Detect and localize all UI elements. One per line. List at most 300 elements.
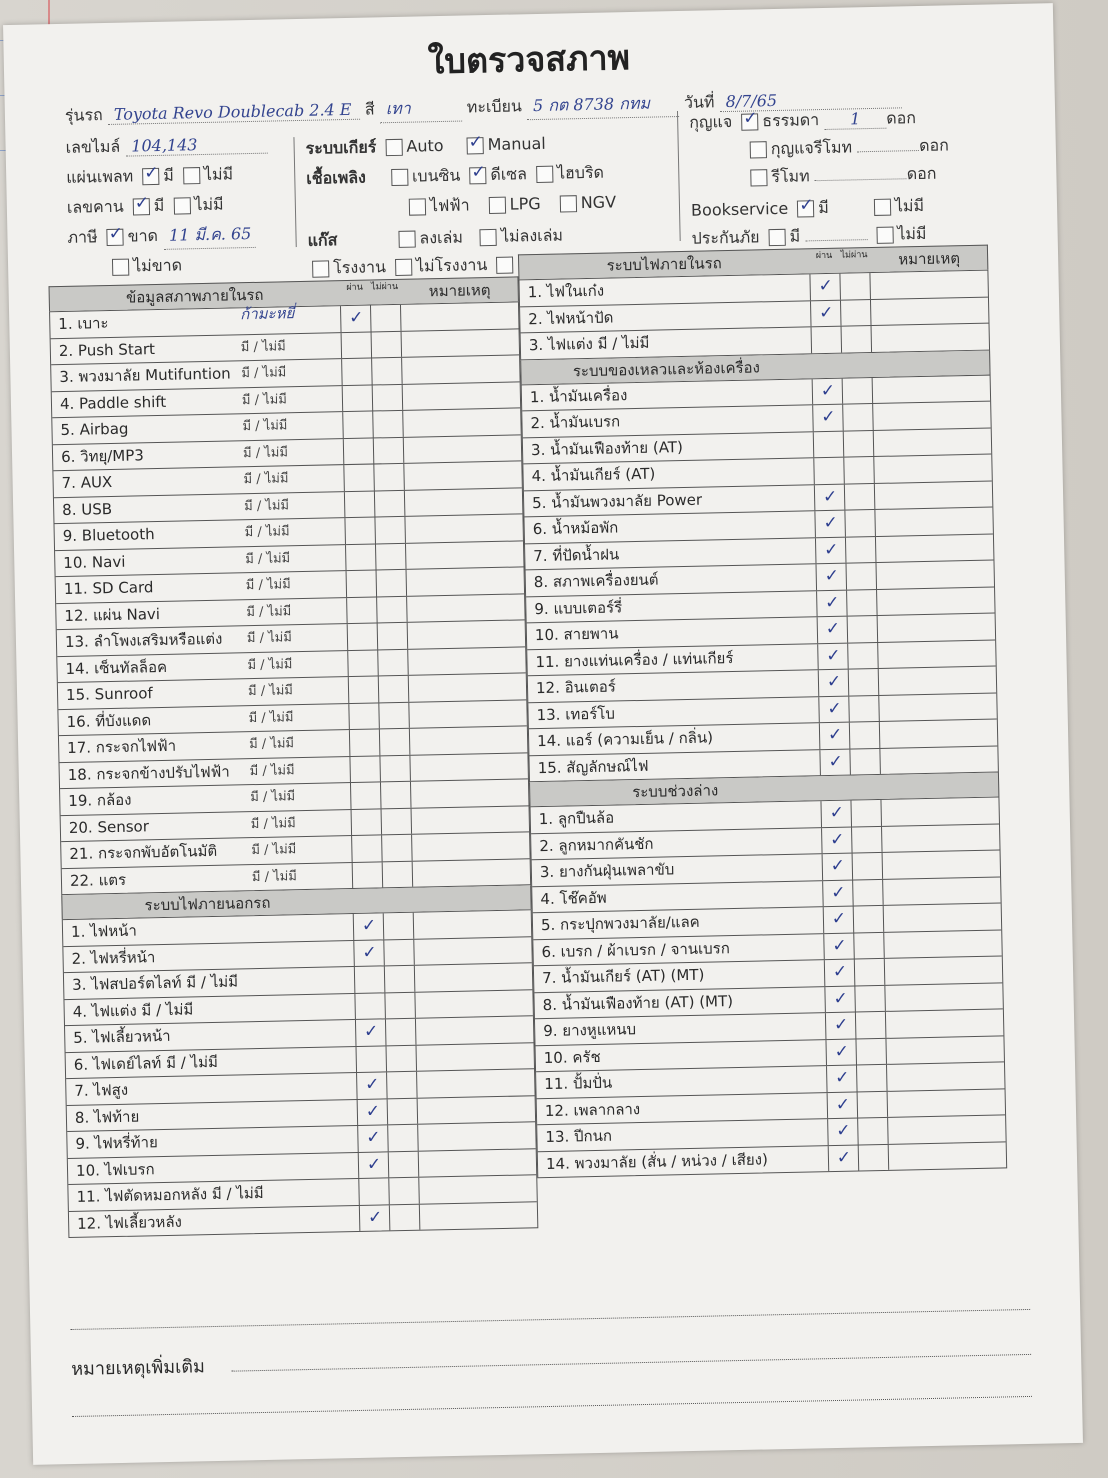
pass-cell[interactable] xyxy=(348,676,380,702)
checkbox[interactable] xyxy=(398,231,415,248)
pass-cell[interactable] xyxy=(828,1145,860,1171)
pass-cell[interactable] xyxy=(356,1072,388,1098)
item-options[interactable]: มี / ไม่มี xyxy=(251,842,297,859)
fail-cell[interactable] xyxy=(370,305,402,331)
pass-cell[interactable] xyxy=(356,1046,388,1072)
gear-label: ระบบเกียร์ xyxy=(305,137,377,158)
pass-cell[interactable] xyxy=(823,907,855,933)
fail-cell[interactable] xyxy=(858,1144,890,1170)
fail-cell[interactable] xyxy=(371,358,403,384)
remark-cell[interactable] xyxy=(873,454,995,482)
checkbox[interactable] xyxy=(480,229,497,246)
pass-cell[interactable] xyxy=(814,484,846,510)
check-mark-icon: ✓ xyxy=(834,1041,850,1062)
remark-cell[interactable] xyxy=(415,1043,537,1071)
check-mark-icon: ✓ xyxy=(829,829,845,850)
pass-cell[interactable] xyxy=(818,670,850,696)
pass-cell[interactable] xyxy=(824,960,856,986)
item-options[interactable]: มี / ไม่มี xyxy=(249,762,295,779)
remark-cell[interactable] xyxy=(886,1062,1008,1090)
remark-footer-label: หมายเหตุเพิ่มเติม xyxy=(70,1356,206,1381)
remark-cell[interactable] xyxy=(407,647,529,675)
pass-cell[interactable] xyxy=(353,940,385,966)
option-label: โรงงาน xyxy=(332,257,387,278)
item-label: 11. ยางแท่นเครื่อง / แท่นเกียร์ xyxy=(535,648,734,671)
pass-cell[interactable] xyxy=(821,827,853,853)
pass-cell[interactable] xyxy=(823,933,855,959)
pass-cell[interactable] xyxy=(342,411,374,437)
option-label: รีโมท xyxy=(771,166,810,187)
fail-cell[interactable] xyxy=(847,642,879,668)
remark-cell[interactable] xyxy=(409,753,531,781)
item-options[interactable]: มี / ไม่มี xyxy=(247,656,293,673)
remark-cell[interactable] xyxy=(417,1096,539,1124)
pass-cell[interactable] xyxy=(358,1178,390,1204)
remark-cell[interactable] xyxy=(414,963,536,991)
pass-cell[interactable] xyxy=(827,1092,859,1118)
insurance-value[interactable] xyxy=(805,239,867,241)
fail-cell[interactable] xyxy=(849,748,881,774)
checkbox[interactable] xyxy=(395,259,412,276)
checkbox[interactable] xyxy=(750,141,767,158)
pass-cell[interactable] xyxy=(819,723,851,749)
fail-cell[interactable] xyxy=(377,623,409,649)
fail-cell[interactable] xyxy=(853,932,885,958)
remark-cell[interactable] xyxy=(877,613,999,641)
remark-cell[interactable] xyxy=(884,983,1006,1011)
item-options[interactable]: มี / ไม่มี xyxy=(244,497,290,514)
checkbox[interactable] xyxy=(183,167,200,184)
item-label: 5. ไฟเลี้ยวหน้า xyxy=(73,1026,171,1047)
fail-cell[interactable] xyxy=(854,959,886,985)
checkbox[interactable] xyxy=(133,198,150,215)
left-panel xyxy=(49,276,539,1238)
pass-cell[interactable] xyxy=(827,1118,859,1144)
fail-cell[interactable] xyxy=(384,966,416,992)
fail-cell[interactable] xyxy=(845,563,877,589)
checkbox[interactable] xyxy=(112,259,129,276)
option-label: ไม่ลงเล่ม xyxy=(500,225,564,246)
fail-cell[interactable] xyxy=(372,411,404,437)
remote-row xyxy=(746,162,937,191)
fail-cell[interactable] xyxy=(856,1065,888,1091)
item-options[interactable]: มี / ไม่มี xyxy=(244,524,290,541)
pass-cell[interactable] xyxy=(815,537,847,563)
pass-cell[interactable] xyxy=(351,809,383,835)
pass-cell[interactable] xyxy=(811,327,843,353)
item-options[interactable]: มี / ไม่มี xyxy=(240,338,286,355)
pass-cell[interactable] xyxy=(820,801,852,827)
item-label: 3. น้ำมันเฟืองท้าย (AT) xyxy=(530,437,684,459)
item-label: 2. ไฟหน้าปัด xyxy=(528,307,614,328)
item-options[interactable]: มี / ไม่มี xyxy=(246,603,292,620)
pass-cell[interactable] xyxy=(818,696,850,722)
mileage-value[interactable]: 104,143 xyxy=(125,134,267,157)
remark-cell[interactable] xyxy=(404,488,526,516)
remark-cell[interactable] xyxy=(885,1009,1007,1037)
remark-cell[interactable] xyxy=(401,329,523,357)
pass-cell[interactable] xyxy=(343,464,375,490)
check-mark-icon: ✓ xyxy=(820,380,836,401)
pass-cell[interactable] xyxy=(355,1019,387,1045)
checkbox[interactable] xyxy=(107,229,124,246)
pass-cell[interactable] xyxy=(814,511,846,537)
pass-cell[interactable] xyxy=(819,749,851,775)
fail-cell[interactable] xyxy=(852,853,884,879)
remark-cell[interactable] xyxy=(402,408,524,436)
pass-cell[interactable] xyxy=(354,966,386,992)
remark-cell[interactable] xyxy=(413,937,535,965)
remark-cell[interactable] xyxy=(875,534,997,562)
remark-cell[interactable] xyxy=(878,693,1000,721)
checkbox[interactable] xyxy=(750,169,767,186)
item-options[interactable]: มี / ไม่มี xyxy=(251,868,297,885)
remark-cell[interactable] xyxy=(887,1115,1009,1143)
remark-cell[interactable] xyxy=(880,797,1002,825)
remark-cell[interactable] xyxy=(883,903,1005,931)
fail-cell[interactable] xyxy=(383,939,415,965)
remark-cell[interactable] xyxy=(885,1036,1007,1064)
fail-cell[interactable] xyxy=(839,273,871,299)
pass-cell[interactable] xyxy=(816,590,848,616)
option-label: ไม่มี xyxy=(194,194,224,215)
item-options[interactable]: มี / ไม่มี xyxy=(250,789,296,806)
remark-cell[interactable] xyxy=(877,640,999,668)
remark-cell[interactable] xyxy=(872,375,994,403)
remark-cell[interactable] xyxy=(870,297,992,325)
fail-cell[interactable] xyxy=(844,483,876,509)
remark-cell[interactable] xyxy=(411,806,533,834)
fail-cell[interactable] xyxy=(854,985,886,1011)
fail-cell[interactable] xyxy=(857,1091,889,1117)
remark-cell[interactable] xyxy=(408,700,530,728)
item-label: 5. Airbag xyxy=(60,419,129,440)
key-normal-count[interactable]: 1 xyxy=(824,109,886,130)
remark-cell[interactable] xyxy=(875,560,997,588)
fail-cell[interactable] xyxy=(382,861,414,887)
fail-cell[interactable] xyxy=(842,378,874,404)
fuel-row xyxy=(306,161,604,192)
fail-cell[interactable] xyxy=(376,596,408,622)
remark-cell[interactable] xyxy=(876,587,998,615)
fail-cell[interactable] xyxy=(379,755,411,781)
remark-cell[interactable] xyxy=(417,1122,539,1150)
pass-cell[interactable] xyxy=(346,597,378,623)
remark-cell[interactable] xyxy=(881,824,1003,852)
pass-cell[interactable] xyxy=(357,1099,389,1125)
remark-cell[interactable] xyxy=(415,1016,537,1044)
item-label: 8. ไฟท้าย xyxy=(74,1107,140,1127)
remark-cell[interactable] xyxy=(874,507,996,535)
remark-cell[interactable] xyxy=(406,567,528,595)
checkbox[interactable] xyxy=(768,229,785,246)
fail-cell[interactable] xyxy=(853,906,885,932)
remark-cell[interactable] xyxy=(416,1069,538,1097)
remark-cell[interactable] xyxy=(872,402,994,430)
remark-cell[interactable] xyxy=(403,461,525,489)
fail-cell[interactable] xyxy=(852,879,884,905)
item-label: 7. ไฟสูง xyxy=(74,1080,129,1100)
color-value[interactable]: เทา xyxy=(379,96,462,124)
remark-cell[interactable] xyxy=(879,719,1001,747)
pass-cell[interactable] xyxy=(350,782,382,808)
fail-cell[interactable] xyxy=(384,992,416,1018)
fail-cell[interactable] xyxy=(841,326,873,352)
remark-cell[interactable] xyxy=(409,726,531,754)
checkbox[interactable] xyxy=(173,197,190,214)
item-options[interactable]: มี / ไม่มี xyxy=(247,683,294,700)
remark-cell[interactable] xyxy=(888,1142,1010,1170)
date-value[interactable]: 8/7/65 xyxy=(719,88,901,112)
remark-line[interactable] xyxy=(231,1354,1031,1372)
pass-cell[interactable] xyxy=(343,438,375,464)
fail-cell[interactable] xyxy=(385,1045,417,1071)
remark-cell[interactable] xyxy=(418,1175,540,1203)
fail-cell[interactable] xyxy=(840,300,872,326)
item-note[interactable]: ก้ามะหยี่ xyxy=(239,304,295,324)
fail-cell[interactable] xyxy=(848,669,880,695)
checkbox[interactable] xyxy=(391,169,408,186)
remark-cell[interactable] xyxy=(401,355,523,383)
pass-cell[interactable] xyxy=(817,617,849,643)
pass-cell[interactable] xyxy=(812,378,844,404)
check-mark-icon: ✓ xyxy=(827,724,843,746)
pass-cell[interactable] xyxy=(817,643,849,669)
remark-cell[interactable] xyxy=(419,1202,541,1230)
pass-cell[interactable] xyxy=(826,1065,858,1091)
item-options[interactable]: มี / ไม่มี xyxy=(245,577,291,594)
fail-cell[interactable] xyxy=(857,1118,889,1144)
pass-cell[interactable] xyxy=(812,405,844,431)
fail-cell[interactable] xyxy=(380,782,412,808)
remark-cell[interactable] xyxy=(878,666,1000,694)
pass-cell[interactable] xyxy=(354,993,386,1019)
pass-cell[interactable] xyxy=(348,703,380,729)
remark-cell[interactable] xyxy=(871,324,993,352)
item-options[interactable]: มี / ไม่มี xyxy=(245,550,291,567)
remark-cell[interactable] xyxy=(412,859,534,887)
remark-cell[interactable] xyxy=(411,832,533,860)
checkbox[interactable] xyxy=(142,168,159,185)
checkbox[interactable] xyxy=(741,113,758,130)
fail-cell[interactable] xyxy=(843,457,875,483)
checkbox[interactable] xyxy=(536,166,553,183)
fail-cell[interactable] xyxy=(371,331,403,357)
remark-cell[interactable] xyxy=(404,514,526,542)
checkbox[interactable] xyxy=(466,137,483,154)
interior-lights-title: ระบบไฟภายในรถ xyxy=(606,254,722,275)
check-mark-icon: ✓ xyxy=(836,1147,852,1168)
remote-count[interactable] xyxy=(815,178,907,181)
model-value[interactable]: Toyota Revo Doublecab 2.4 E xyxy=(108,100,360,125)
item-options[interactable]: มี / ไม่มี xyxy=(248,709,294,726)
checkbox[interactable] xyxy=(469,167,486,184)
remark-line[interactable] xyxy=(70,1309,1030,1330)
fail-cell[interactable] xyxy=(372,384,404,410)
fail-cell[interactable] xyxy=(376,570,408,596)
remark-cell[interactable] xyxy=(414,990,536,1018)
option-label: เบนซิน xyxy=(411,165,461,186)
remark-cell[interactable] xyxy=(887,1089,1009,1117)
fail-cell[interactable] xyxy=(373,464,405,490)
pass-cell[interactable] xyxy=(345,544,377,570)
fail-cell[interactable] xyxy=(374,490,406,516)
remark-cell[interactable] xyxy=(407,620,529,648)
divider xyxy=(677,111,681,241)
fail-cell[interactable] xyxy=(374,517,406,543)
item-label: 10. ไฟเบรก xyxy=(75,1159,155,1180)
pass-cell[interactable] xyxy=(359,1205,391,1231)
item-label: 13. ลำโพงเสริมหรือแต่ง xyxy=(64,629,223,651)
chassis-row xyxy=(67,193,224,221)
fail-cell[interactable] xyxy=(389,1204,421,1230)
fail-cell[interactable] xyxy=(388,1151,420,1177)
pass-cell[interactable] xyxy=(344,517,376,543)
pass-cell[interactable] xyxy=(342,385,374,411)
exterior-title: ระบบไฟภายนอกรถ xyxy=(144,893,271,915)
pass-cell[interactable] xyxy=(340,306,372,332)
checkbox[interactable] xyxy=(876,227,893,244)
tax-expire-value[interactable]: 11 มี.ค. 65 xyxy=(163,222,256,250)
fail-cell[interactable] xyxy=(850,800,882,826)
item-options[interactable]: มี / ไม่มี xyxy=(249,736,295,753)
fail-cell[interactable] xyxy=(385,1019,417,1045)
mileage-label: เลขไมล์ xyxy=(65,136,121,157)
item-label: 1. ลูกปืนล้อ xyxy=(538,808,615,829)
item-label: 7. น้ำมันเกียร์ (AT) (MT) xyxy=(541,965,705,988)
fail-cell[interactable] xyxy=(381,835,413,861)
pass-cell[interactable] xyxy=(352,862,384,888)
gear-row xyxy=(305,132,546,162)
remark-cell[interactable] xyxy=(883,930,1005,958)
checkbox[interactable] xyxy=(385,139,402,156)
remark-line[interactable] xyxy=(72,1396,1032,1417)
pass-cell[interactable] xyxy=(824,986,856,1012)
remark-cell[interactable] xyxy=(413,910,535,938)
pass-cell[interactable] xyxy=(358,1152,390,1178)
remark-cell[interactable] xyxy=(410,779,532,807)
pass-cell[interactable] xyxy=(353,913,385,939)
checkbox[interactable] xyxy=(489,197,506,214)
key-remote-count[interactable] xyxy=(857,150,919,152)
fail-cell[interactable] xyxy=(383,913,415,939)
pass-cell[interactable] xyxy=(349,756,381,782)
checkbox[interactable] xyxy=(409,198,426,215)
item-options[interactable]: มี / ไม่มี xyxy=(241,365,287,382)
pass-cell[interactable] xyxy=(816,564,848,590)
pass-cell[interactable] xyxy=(822,880,854,906)
fail-cell[interactable] xyxy=(843,431,875,457)
item-options[interactable]: มี / ไม่มี xyxy=(242,444,289,461)
remark-cell[interactable] xyxy=(879,746,1001,774)
fail-cell[interactable] xyxy=(377,649,409,675)
option-label: มี xyxy=(789,226,801,246)
fail-cell[interactable] xyxy=(387,1125,419,1151)
remark-cell[interactable] xyxy=(400,302,522,330)
pass-cell[interactable] xyxy=(351,835,383,861)
fail-cell[interactable] xyxy=(375,543,407,569)
fail-cell[interactable] xyxy=(387,1098,419,1124)
remark-cell[interactable] xyxy=(874,481,996,509)
fail-cell[interactable] xyxy=(378,676,410,702)
fuel-label: เชื้อเพลิง xyxy=(306,167,367,188)
pass-cell[interactable] xyxy=(347,623,379,649)
fail-cell[interactable] xyxy=(846,589,878,615)
remark-cell[interactable] xyxy=(405,541,527,569)
divider xyxy=(293,137,296,247)
fail-cell[interactable] xyxy=(851,826,883,852)
pass-cell[interactable] xyxy=(357,1125,389,1151)
color-label: สี xyxy=(364,99,375,119)
pass-cell[interactable] xyxy=(341,358,373,384)
pass-cell[interactable] xyxy=(810,300,842,326)
pass-cell[interactable] xyxy=(822,854,854,880)
fail-cell[interactable] xyxy=(844,510,876,536)
option-label: ไฮบริด xyxy=(556,162,605,183)
checkbox[interactable] xyxy=(560,195,577,212)
checkbox[interactable] xyxy=(312,260,329,277)
item-label: 10. ครัช xyxy=(543,1047,601,1067)
fail-cell[interactable] xyxy=(845,536,877,562)
pass-cell[interactable] xyxy=(825,1039,857,1065)
fail-cell[interactable] xyxy=(855,1038,887,1064)
fail-cell[interactable] xyxy=(848,695,880,721)
checkbox[interactable] xyxy=(797,200,814,217)
item-options[interactable]: มี / ไม่มี xyxy=(250,815,296,832)
item-options[interactable]: มี / ไม่มี xyxy=(242,418,288,435)
remark-cell[interactable] xyxy=(418,1149,540,1177)
remark-cell[interactable] xyxy=(402,382,524,410)
remark-cell[interactable] xyxy=(408,673,530,701)
checkbox[interactable] xyxy=(496,257,513,274)
pass-cell[interactable] xyxy=(346,570,378,596)
item-options[interactable]: มี / ไม่มี xyxy=(241,391,287,408)
remark-cell[interactable] xyxy=(873,428,995,456)
fail-cell[interactable] xyxy=(855,1012,887,1038)
pass-cell[interactable] xyxy=(809,274,841,300)
pass-cell[interactable] xyxy=(349,729,381,755)
fail-cell[interactable] xyxy=(379,729,411,755)
plate-sheet-row xyxy=(66,162,233,190)
checkbox[interactable] xyxy=(874,199,891,216)
item-options[interactable]: มี / ไม่มี xyxy=(246,630,292,647)
plate-value[interactable]: 5 กต 8738 กทม xyxy=(527,91,680,120)
option-label: ไฟฟ้า xyxy=(429,195,470,216)
pass-cell[interactable] xyxy=(341,332,373,358)
fail-cell[interactable] xyxy=(388,1178,420,1204)
fail-cell[interactable] xyxy=(842,404,874,430)
item-options[interactable]: มี / ไม่มี xyxy=(243,471,289,488)
fail-cell[interactable] xyxy=(849,722,881,748)
remark-cell[interactable] xyxy=(869,271,991,299)
remark-cell[interactable] xyxy=(884,956,1006,984)
fail-cell[interactable] xyxy=(386,1072,418,1098)
fail-cell[interactable] xyxy=(847,616,879,642)
item-label: 12. เพลากลาง xyxy=(544,1099,641,1120)
fail-cell[interactable] xyxy=(373,437,405,463)
pass-cell[interactable] xyxy=(344,491,376,517)
pass-cell[interactable] xyxy=(813,458,845,484)
pass-cell[interactable] xyxy=(813,431,845,457)
fail-cell[interactable] xyxy=(378,702,410,728)
remark-cell[interactable] xyxy=(882,850,1004,878)
remark-cell[interactable] xyxy=(882,877,1004,905)
pass-cell[interactable] xyxy=(825,1013,857,1039)
fail-cell[interactable] xyxy=(381,808,413,834)
pass-cell[interactable] xyxy=(347,650,379,676)
remark-cell[interactable] xyxy=(406,594,528,622)
remark-cell[interactable] xyxy=(403,435,525,463)
